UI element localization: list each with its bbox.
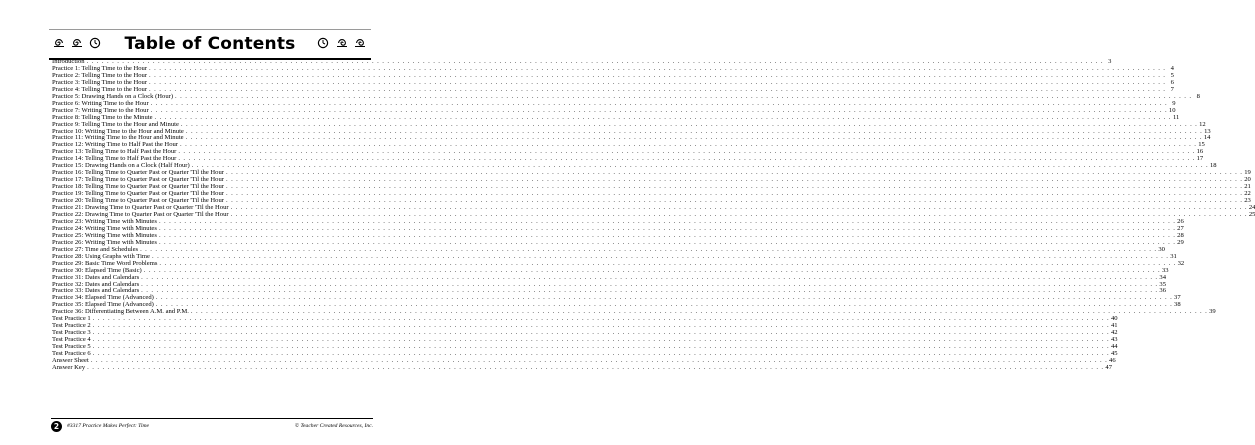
dot-leader: . . . . . . . . . . . . . . . . . . . . . . . . . . . . . . . . . . . . . . . . . . . . . . . . . . . . . . . . . . . . . . . . . . . . . . . . . . . . . . . . . . . . . . . . . . . . . . . . . . . . . . . . . . . . . . . . . . . . . . . . . . . . . . . . . . . . . . . . . . . . . . . . . . . . . . . . . . . . . . . . . . . . . . . . . . . . . . . . . . . . . . . . . . . . . . . . . . . . . . . . xyxy=(190,308,1208,316)
toc-entry-label: Practice 29: Basic Time Word Problems xyxy=(52,259,158,267)
toc-entry-page: 14 xyxy=(1203,134,1211,142)
toc-entry-page: 17 xyxy=(1196,155,1204,163)
dot-leader: . . . . . . . . . . . . . . . . . . . . . . . . . . . . . . . . . . . . . . . . . . . . . . . . . . . . . . . . . . . . . . . . . . . . . . . . . . . . . . . . . . . . . . . . . . . . . . . . . . . . . . . . . . . . . . . . . . . . . . . . . . . . . . . . . . . . . . . . . . . . . . . . . . . . . . . . . . . . . . . . . . . . . . . . . . . . . . . . . . . . . . . . . . . . . . . . . . . . . . . . xyxy=(90,356,1108,364)
toc-entry-page: 32 xyxy=(1177,259,1185,267)
dot-leader: . . . . . . . . . . . . . . . . . . . . . . . . . . . . . . . . . . . . . . . . . . . . . . . . . . . . . . . . . . . . . . . . . . . . . . . . . . . . . . . . . . . . . . . . . . . . . . . . . . . . . . . . . . . . . . . . . . . . . . . . . . . . . . . . . . . . . . . . . . . . . . . . . . . . . . . . . . . . . . . . . . . . . . . . . . . . . . . . . . . . . . . . . . . . . . . . . . . . . . . . xyxy=(141,273,1158,281)
toc-entry-page: 21 xyxy=(1244,183,1251,191)
dot-leader: . . . . . . . . . . . . . . . . . . . . . . . . . . . . . . . . . . . . . . . . . . . . . . . . . . . . . . . . . . . . . . . . . . . . . . . . . . . . . . . . . . . . . . . . . . . . . . . . . . . . . . . . . . . . . . . . . . . . . . . . . . . . . . . . . . . . . . . . . . . . . . . . . . . . . . . . . . . . . . . . . . . . . . . . . . . . . . . . . . . . . . . . . . . . . . . . . . . . . . . . xyxy=(178,148,1196,156)
table-of-contents xyxy=(52,58,1255,372)
toc-entry-label: Test Practice 1 xyxy=(52,315,91,323)
toc-entry-label: Practice 3: Telling Time to the Hour xyxy=(52,78,148,86)
dot-leader: . . . . . . . . . . . . . . . . . . . . . . . . . . . . . . . . . . . . . . . . . . . . . . . . . . . . . . . . . . . . . . . . . . . . . . . . . . . . . . . . . . . . . . . . . . . . . . . . . . . . . . . . . . . . . . . . . . . . . . . . . . . . . . . . . . . . . . . . . . . . . . . . . . . . . . . . . . . . . . . . . . . . . . . . . . . . . . . . . . . . . . . . . . . . . . . . . . . . . . . . xyxy=(191,162,1209,170)
toc-entry-page: 35 xyxy=(1159,280,1166,288)
toc-entry-page: 40 xyxy=(1110,315,1118,323)
dot-leader: . . . . . . . . . . . . . . . . . . . . . . . . . . . . . . . . . . . . . . . . . . . . . . . . . . . . . . . . . . . . . . . . . . . . . . . . . . . . . . . . . . . . . . . . . . . . . . . . . . . . . . . . . . . . . . . . . . . . . . . . . . . . . . . . . . . . . . . . . . . . . . . . . . . . . . . . . . . . . . . . . . . . . . . . . . . . . . . . . . . . . . . . . . . . . . . . . . . . . . . . xyxy=(141,280,1158,288)
toc-entry-label: Practice 14: Telling Time to Half Past the Hour xyxy=(52,155,177,163)
toc-entry-label: Answer Sheet xyxy=(52,356,89,364)
toc-entry-label: Test Practice 5 xyxy=(52,343,91,351)
toc-entry-label: Practice 21: Drawing Time to Quarter Past or Quarter 'Til the Hour xyxy=(52,204,229,212)
toc-entry-label: Practice 22: Drawing Time to Quarter Past or Quarter 'Til the Hour xyxy=(52,210,229,218)
dot-leader: . . . . . . . . . . . . . . . . . . . . . . . . . . . . . . . . . . . . . . . . . . . . . . . . . . . . . . . . . . . . . . . . . . . . . . . . . . . . . . . . . . . . . . . . . . . . . . . . . . . . . . . . . . . . . . . . . . . . . . . . . . . . . . . . . . . . . . . . . . . . . . . . . . . . . . . . . . . . . . . . . . . . . . . . . . . . . . . . . . . . . . . . . . . . . . . . . . . . . . . . xyxy=(141,287,1158,295)
dot-leader: . . . . . . . . . . . . . . . . . . . . . . . . . . . . . . . . . . . . . . . . . . . . . . . . . . . . . . . . . . . . . . . . . . . . . . . . . . . . . . . . . . . . . . . . . . . . . . . . . . . . . . . . . . . . . . . . . . . . . . . . . . . . . . . . . . . . . . . . . . . . . . . . . . . . . . . . . . . . . . . . . . . . . . . . . . . . . . . . . . . . . . . . . . . . . . . . . . . . . . . . xyxy=(86,58,1104,65)
toc-entry-page: 22 xyxy=(1244,190,1251,198)
toc-entry-page: 15 xyxy=(1198,141,1205,149)
dot-leader: . . . . . . . . . . . . . . . . . . . . . . . . . . . . . . . . . . . . . . . . . . . . . . . . . . . . . . . . . . . . . . . . . . . . . . . . . . . . . . . . . . . . . . . . . . . . . . . . . . . . . . . . . . . . . . . . . . . . . . . . . . . . . . . . . . . . . . . . . . . . . . . . . . . . . . . . . . . . . . . . . . . . . . . . . . . . . . . . . . . . . . . . . . . . . . . . . . . . . . . . xyxy=(92,350,1110,358)
toc-entry-label: Test Practice 4 xyxy=(52,336,91,344)
toc-entry-page: 16 xyxy=(1196,148,1204,156)
toc-entry-label: Practice 17: Telling Time to Quarter Past or Quarter 'Til the Hour xyxy=(52,176,224,184)
page-title: Table of Contents xyxy=(124,34,296,54)
toc-entry-label: Practice 8: Telling Time to the Minute xyxy=(52,113,153,121)
toc-entry-page: 39 xyxy=(1209,308,1216,316)
toc-entry-label: Practice 11: Writing Time to the Hour and Minute xyxy=(52,134,184,142)
dot-leader: . . . . . . . . . . . . . . . . . . . . . . . . . . . . . . . . . . . . . . . . . . . . . . . . . . . . . . . . . . . . . . . . . . . . . . . . . . . . . . . . . . . . . . . . . . . . . . . . . . . . . . . . . . . . . . . . . . . . . . . . . . . . . . . . . . . . . . . . . . . . . . . . . . . . . . . . . . . . . . . . . . . . . . . . . . . . . . . . . . . . . . . . . . . . . . . . . . . . . . . . xyxy=(178,155,1196,163)
toc-entry-label: Practice 1: Telling Time to the Hour xyxy=(52,64,148,72)
toc-entry-page: 12 xyxy=(1199,120,1206,128)
dot-leader: . . . . . . . . . . . . . . . . . . . . . . . . . . . . . . . . . . . . . . . . . . . . . . . . . . . . . . . . . . . . . . . . . . . . . . . . . . . . . . . . . . . . . . . . . . . . . . . . . . . . . . . . . . . . . . . . . . . . . . . . . . . . . . . . . . . . . . . . . . . . . . . . . . . . . . . . . . . . . . . . . . . . . . . . . . . . . . . . . . . . . . . . . . . . . . . . . . . . . . . . xyxy=(180,120,1198,128)
toc-entry-label: Practice 13: Telling Time to Half Past the Hour xyxy=(52,148,177,156)
toc-entry-page: 43 xyxy=(1110,336,1118,344)
toc-entry-label: Practice 15: Drawing Hands on a Clock (Half Hour) xyxy=(52,162,190,170)
dot-leader: . . . . . . . . . . . . . . . . . . . . . . . . . . . . . . . . . . . . . . . . . . . . . . . . . . . . . . . . . . . . . . . . . . . . . . . . . . . . . . . . . . . . . . . . . . . . . . . . . . . . . . . . . . . . . . . . . . . . . . . . . . . . . . . . . . . . . . . . . . . . . . . . . . . . . . . . . . . . . . . . . . . . . . . . . . . . . . . . . . . . . . . . . . . . . . . . . . . . . . . . xyxy=(225,176,1243,184)
dot-leader: . . . . . . . . . . . . . . . . . . . . . . . . . . . . . . . . . . . . . . . . . . . . . . . . . . . . . . . . . . . . . . . . . . . . . . . . . . . . . . . . . . . . . . . . . . . . . . . . . . . . . . . . . . . . . . . . . . . . . . . . . . . . . . . . . . . . . . . . . . . . . . . . . . . . . . . . . . . . . . . . . . . . . . . . . . . . . . . . . . . . . . . . . . . . . . . . . . . . . . . . xyxy=(225,197,1243,205)
toc-entry-page: 41 xyxy=(1110,322,1118,330)
toc-entry-page: 10 xyxy=(1168,106,1176,114)
toc-entry-page: 38 xyxy=(1174,301,1181,309)
header xyxy=(49,30,371,58)
dot-leader: . . . . . . . . . . . . . . . . . . . . . . . . . . . . . . . . . . . . . . . . . . . . . . . . . . . . . . . . . . . . . . . . . . . . . . . . . . . . . . . . . . . . . . . . . . . . . . . . . . . . . . . . . . . . . . . . . . . . . . . . . . . . . . . . . . . . . . . . . . . . . . . . . . . . . . . . . . . . . . . . . . . . . . . . . . . . . . . . . . . . . . . . . . . . . . . . . . . . . . . . xyxy=(140,245,1157,253)
toc-entry-page: 47 xyxy=(1105,363,1112,371)
page-number-badge: 2 xyxy=(51,421,62,432)
dot-leader: . . . . . . . . . . . . . . . . . . . . . . . . . . . . . . . . . . . . . . . . . . . . . . . . . . . . . . . . . . . . . . . . . . . . . . . . . . . . . . . . . . . . . . . . . . . . . . . . . . . . . . . . . . . . . . . . . . . . . . . . . . . . . . . . . . . . . . . . . . . . . . . . . . . . . . . . . . . . . . . . . . . . . . . . . . . . . . . . . . . . . . . . . . . . . . . . . . . . . . . . xyxy=(149,85,1166,93)
dot-leader: . . . . . . . . . . . . . . . . . . . . . . . . . . . . . . . . . . . . . . . . . . . . . . . . . . . . . . . . . . . . . . . . . . . . . . . . . . . . . . . . . . . . . . . . . . . . . . . . . . . . . . . . . . . . . . . . . . . . . . . . . . . . . . . . . . . . . . . . . . . . . . . . . . . . . . . . . . . . . . . . . . . . . . . . . . . . . . . . . . . . . . . . . . . . . . . . . . . . . . . . xyxy=(225,190,1243,198)
dot-leader: . . . . . . . . . . . . . . . . . . . . . . . . . . . . . . . . . . . . . . . . . . . . . . . . . . . . . . . . . . . . . . . . . . . . . . . . . . . . . . . . . . . . . . . . . . . . . . . . . . . . . . . . . . . . . . . . . . . . . . . . . . . . . . . . . . . . . . . . . . . . . . . . . . . . . . . . . . . . . . . . . . . . . . . . . . . . . . . . . . . . . . . . . . . . . . . . . . . . . . . . xyxy=(230,204,1248,212)
dot-leader: . . . . . . . . . . . . . . . . . . . . . . . . . . . . . . . . . . . . . . . . . . . . . . . . . . . . . . . . . . . . . . . . . . . . . . . . . . . . . . . . . . . . . . . . . . . . . . . . . . . . . . . . . . . . . . . . . . . . . . . . . . . . . . . . . . . . . . . . . . . . . . . . . . . . . . . . . . . . . . . . . . . . . . . . . . . . . . . . . . . . . . . . . . . . . . . . . . . . . . . . xyxy=(230,210,1248,218)
toc-entry-page: 25 xyxy=(1248,210,1255,218)
toc-entry-page: 42 xyxy=(1110,329,1118,337)
toc-entry-label: Practice 25: Writing Time with Minutes xyxy=(52,231,157,239)
toc-entry-page: 29 xyxy=(1177,238,1184,246)
toc-entry-label: Practice 10: Writing Time to the Hour and Minute xyxy=(52,127,184,135)
toc-entry-page: 11 xyxy=(1172,113,1180,121)
dot-leader: . . . . . . . . . . . . . . . . . . . . . . . . . . . . . . . . . . . . . . . . . . . . . . . . . . . . . . . . . . . . . . . . . . . . . . . . . . . . . . . . . . . . . . . . . . . . . . . . . . . . . . . . . . . . . . . . . . . . . . . . . . . . . . . . . . . . . . . . . . . . . . . . . . . . . . . . . . . . . . . . . . . . . . . . . . . . . . . . . . . . . . . . . . . . . . . . . . . . . . . . xyxy=(92,343,1110,351)
toc-entry-page: 23 xyxy=(1244,197,1251,205)
dot-leader: . . . . . . . . . . . . . . . . . . . . . . . . . . . . . . . . . . . . . . . . . . . . . . . . . . . . . . . . . . . . . . . . . . . . . . . . . . . . . . . . . . . . . . . . . . . . . . . . . . . . . . . . . . . . . . . . . . . . . . . . . . . . . . . . . . . . . . . . . . . . . . . . . . . . . . . . . . . . . . . . . . . . . . . . . . . . . . . . . . . . . . . . . . . . . . . . . . . . . . . . xyxy=(92,322,1110,330)
dot-leader: . . . . . . . . . . . . . . . . . . . . . . . . . . . . . . . . . . . . . . . . . . . . . . . . . . . . . . . . . . . . . . . . . . . . . . . . . . . . . . . . . . . . . . . . . . . . . . . . . . . . . . . . . . . . . . . . . . . . . . . . . . . . . . . . . . . . . . . . . . . . . . . . . . . . . . . . . . . . . . . . . . . . . . . . . . . . . . . . . . . . . . . . . . . . . . . . . . . . . . . . xyxy=(155,301,1173,309)
toc-entry-label: Practice 18: Telling Time to Quarter Past or Quarter 'Til the Hour xyxy=(52,183,224,191)
dot-leader: . . . . . . . . . . . . . . . . . . . . . . . . . . . . . . . . . . . . . . . . . . . . . . . . . . . . . . . . . . . . . . . . . . . . . . . . . . . . . . . . . . . . . . . . . . . . . . . . . . . . . . . . . . . . . . . . . . . . . . . . . . . . . . . . . . . . . . . . . . . . . . . . . . . . . . . . . . . . . . . . . . . . . . . . . . . . . . . . . . . . . . . . . . . . . . . . . . . . . . . . xyxy=(92,336,1110,344)
footer xyxy=(51,418,373,432)
toc-entry-page: 5 xyxy=(1170,71,1174,79)
toc-entry-page: 26 xyxy=(1177,217,1184,225)
clock-icon xyxy=(317,37,329,49)
dot-leader: . . . . . . . . . . . . . . . . . . . . . . . . . . . . . . . . . . . . . . . . . . . . . . . . . . . . . . . . . . . . . . . . . . . . . . . . . . . . . . . . . . . . . . . . . . . . . . . . . . . . . . . . . . . . . . . . . . . . . . . . . . . . . . . . . . . . . . . . . . . . . . . . . . . . . . . . . . . . . . . . . . . . . . . . . . . . . . . . . . . . . . . . . . . . . . . . . . . . . . . . xyxy=(87,363,1104,371)
toc-entry-page: 8 xyxy=(1196,92,1200,100)
toc-entry-label: Practice 2: Telling Time to the Hour xyxy=(52,71,148,79)
toc-entry-label: Practice 28: Using Graphs with Time xyxy=(52,252,150,260)
snail-icon xyxy=(354,37,366,49)
dot-leader: . . . . . . . . . . . . . . . . . . . . . . . . . . . . . . . . . . . . . . . . . . . . . . . . . . . . . . . . . . . . . . . . . . . . . . . . . . . . . . . . . . . . . . . . . . . . . . . . . . . . . . . . . . . . . . . . . . . . . . . . . . . . . . . . . . . . . . . . . . . . . . . . . . . . . . . . . . . . . . . . . . . . . . . . . . . . . . . . . . . . . . . . . . . . . . . . . . . . . . . . xyxy=(158,231,1176,239)
toc-entry-page: 13 xyxy=(1204,127,1211,135)
dot-leader: . . . . . . . . . . . . . . . . . . . . . . . . . . . . . . . . . . . . . . . . . . . . . . . . . . . . . . . . . . . . . . . . . . . . . . . . . . . . . . . . . . . . . . . . . . . . . . . . . . . . . . . . . . . . . . . . . . . . . . . . . . . . . . . . . . . . . . . . . . . . . . . . . . . . . . . . . . . . . . . . . . . . . . . . . . . . . . . . . . . . . . . . . . . . . . . . . . . . . . . . xyxy=(150,106,1168,114)
toc-entry-page: 28 xyxy=(1177,231,1184,239)
footer-copyright: © Teacher Created Resources, Inc. xyxy=(294,423,373,429)
toc-entry xyxy=(52,363,1112,372)
footer-rule xyxy=(51,418,373,419)
toc-entry-label: Practice 32: Dates and Calendars xyxy=(52,280,140,288)
toc-entry-label: Practice 35: Elapsed Time (Advanced) xyxy=(52,301,154,309)
toc-entry-label: Practice 27: Time and Schedules xyxy=(52,245,139,253)
dot-leader: . . . . . . . . . . . . . . . . . . . . . . . . . . . . . . . . . . . . . . . . . . . . . . . . . . . . . . . . . . . . . . . . . . . . . . . . . . . . . . . . . . . . . . . . . . . . . . . . . . . . . . . . . . . . . . . . . . . . . . . . . . . . . . . . . . . . . . . . . . . . . . . . . . . . . . . . . . . . . . . . . . . . . . . . . . . . . . . . . . . . . . . . . . . . . . . . . . . . . . . . xyxy=(149,78,1166,86)
toc-entry-label: Practice 16: Telling Time to Quarter Past or Quarter 'Til the Hour xyxy=(52,169,224,177)
toc-entry-page: 20 xyxy=(1244,176,1251,184)
toc-entry-label: Practice 6: Writing Time to the Hour xyxy=(52,99,149,107)
snail-icon xyxy=(336,37,348,49)
toc-entry-label: Practice 23: Writing Time with Minutes xyxy=(52,217,157,225)
toc-entry-label: Practice 19: Telling Time to Quarter Past or Quarter 'Til the Hour xyxy=(52,190,224,198)
dot-leader: . . . . . . . . . . . . . . . . . . . . . . . . . . . . . . . . . . . . . . . . . . . . . . . . . . . . . . . . . . . . . . . . . . . . . . . . . . . . . . . . . . . . . . . . . . . . . . . . . . . . . . . . . . . . . . . . . . . . . . . . . . . . . . . . . . . . . . . . . . . . . . . . . . . . . . . . . . . . . . . . . . . . . . . . . . . . . . . . . . . . . . . . . . . . . . . . . . . . . . . . xyxy=(185,134,1203,142)
toc-entry-page: 24 xyxy=(1248,204,1255,212)
toc-entry-label: Practice 26: Writing Time with Minutes xyxy=(52,238,157,246)
dot-leader: . . . . . . . . . . . . . . . . . . . . . . . . . . . . . . . . . . . . . . . . . . . . . . . . . . . . . . . . . . . . . . . . . . . . . . . . . . . . . . . . . . . . . . . . . . . . . . . . . . . . . . . . . . . . . . . . . . . . . . . . . . . . . . . . . . . . . . . . . . . . . . . . . . . . . . . . . . . . . . . . . . . . . . . . . . . . . . . . . . . . . . . . . . . . . . . . . . . . . . . . xyxy=(149,71,1166,79)
toc-entry-page: 37 xyxy=(1174,294,1181,302)
toc-entry-label: Practice 34: Elapsed Time (Advanced) xyxy=(52,294,154,302)
toc-entry-page: 33 xyxy=(1161,266,1169,274)
toc-entry-label: Introduction xyxy=(52,58,85,65)
dot-leader: . . . . . . . . . . . . . . . . . . . . . . . . . . . . . . . . . . . . . . . . . . . . . . . . . . . . . . . . . . . . . . . . . . . . . . . . . . . . . . . . . . . . . . . . . . . . . . . . . . . . . . . . . . . . . . . . . . . . . . . . . . . . . . . . . . . . . . . . . . . . . . . . . . . . . . . . . . . . . . . . . . . . . . . . . . . . . . . . . . . . . . . . . . . . . . . . . . . . . . . . xyxy=(225,169,1243,177)
toc-entry-page: 36 xyxy=(1159,287,1166,295)
toc-entry-page: 18 xyxy=(1209,162,1217,170)
dot-leader: . . . . . . . . . . . . . . . . . . . . . . . . . . . . . . . . . . . . . . . . . . . . . . . . . . . . . . . . . . . . . . . . . . . . . . . . . . . . . . . . . . . . . . . . . . . . . . . . . . . . . . . . . . . . . . . . . . . . . . . . . . . . . . . . . . . . . . . . . . . . . . . . . . . . . . . . . . . . . . . . . . . . . . . . . . . . . . . . . . . . . . . . . . . . . . . . . . . . . . . . xyxy=(92,315,1110,323)
footer-book-title: #3317 Practice Makes Perfect: Time xyxy=(67,423,150,429)
toc-entry-label: Practice 30: Elapsed Time (Basic) xyxy=(52,266,142,274)
dot-leader: . . . . . . . . . . . . . . . . . . . . . . . . . . . . . . . . . . . . . . . . . . . . . . . . . . . . . . . . . . . . . . . . . . . . . . . . . . . . . . . . . . . . . . . . . . . . . . . . . . . . . . . . . . . . . . . . . . . . . . . . . . . . . . . . . . . . . . . . . . . . . . . . . . . . . . . . . . . . . . . . . . . . . . . . . . . . . . . . . . . . . . . . . . . . . . . . . . . . . . . . xyxy=(152,252,1169,260)
toc-entry-label: Test Practice 2 xyxy=(52,322,91,330)
toc-entry-label: Test Practice 3 xyxy=(52,329,91,337)
dot-leader: . . . . . . . . . . . . . . . . . . . . . . . . . . . . . . . . . . . . . . . . . . . . . . . . . . . . . . . . . . . . . . . . . . . . . . . . . . . . . . . . . . . . . . . . . . . . . . . . . . . . . . . . . . . . . . . . . . . . . . . . . . . . . . . . . . . . . . . . . . . . . . . . . . . . . . . . . . . . . . . . . . . . . . . . . . . . . . . . . . . . . . . . . . . . . . . . . . . . . . . . xyxy=(158,217,1176,225)
toc-entry-label: Test Practice 6 xyxy=(52,350,91,358)
dot-leader: . . . . . . . . . . . . . . . . . . . . . . . . . . . . . . . . . . . . . . . . . . . . . . . . . . . . . . . . . . . . . . . . . . . . . . . . . . . . . . . . . . . . . . . . . . . . . . . . . . . . . . . . . . . . . . . . . . . . . . . . . . . . . . . . . . . . . . . . . . . . . . . . . . . . . . . . . . . . . . . . . . . . . . . . . . . . . . . . . . . . . . . . . . . . . . . . . . . . . . . . xyxy=(225,183,1243,191)
toc-entry-page: 9 xyxy=(1172,99,1176,107)
toc-entry-label: Practice 33: Dates and Calendars xyxy=(52,287,140,295)
toc-entry-label: Practice 4: Telling Time to the Hour xyxy=(52,85,148,93)
dot-leader: . . . . . . . . . . . . . . . . . . . . . . . . . . . . . . . . . . . . . . . . . . . . . . . . . . . . . . . . . . . . . . . . . . . . . . . . . . . . . . . . . . . . . . . . . . . . . . . . . . . . . . . . . . . . . . . . . . . . . . . . . . . . . . . . . . . . . . . . . . . . . . . . . . . . . . . . . . . . . . . . . . . . . . . . . . . . . . . . . . . . . . . . . . . . . . . . . . . . . . . . xyxy=(143,266,1161,274)
dot-leader: . . . . . . . . . . . . . . . . . . . . . . . . . . . . . . . . . . . . . . . . . . . . . . . . . . . . . . . . . . . . . . . . . . . . . . . . . . . . . . . . . . . . . . . . . . . . . . . . . . . . . . . . . . . . . . . . . . . . . . . . . . . . . . . . . . . . . . . . . . . . . . . . . . . . . . . . . . . . . . . . . . . . . . . . . . . . . . . . . . . . . . . . . . . . . . . . . . . . . . . . xyxy=(175,92,1192,100)
toc-entry-page: 31 xyxy=(1170,252,1177,260)
dot-leader: . . . . . . . . . . . . . . . . . . . . . . . . . . . . . . . . . . . . . . . . . . . . . . . . . . . . . . . . . . . . . . . . . . . . . . . . . . . . . . . . . . . . . . . . . . . . . . . . . . . . . . . . . . . . . . . . . . . . . . . . . . . . . . . . . . . . . . . . . . . . . . . . . . . . . . . . . . . . . . . . . . . . . . . . . . . . . . . . . . . . . . . . . . . . . . . . . . . . . . . . xyxy=(150,99,1168,107)
dot-leader: . . . . . . . . . . . . . . . . . . . . . . . . . . . . . . . . . . . . . . . . . . . . . . . . . . . . . . . . . . . . . . . . . . . . . . . . . . . . . . . . . . . . . . . . . . . . . . . . . . . . . . . . . . . . . . . . . . . . . . . . . . . . . . . . . . . . . . . . . . . . . . . . . . . . . . . . . . . . . . . . . . . . . . . . . . . . . . . . . . . . . . . . . . . . . . . . . . . . . . . . xyxy=(154,113,1172,121)
toc-entry-page: 46 xyxy=(1109,356,1116,364)
toc-entry-page: 6 xyxy=(1170,78,1174,86)
dot-leader: . . . . . . . . . . . . . . . . . . . . . . . . . . . . . . . . . . . . . . . . . . . . . . . . . . . . . . . . . . . . . . . . . . . . . . . . . . . . . . . . . . . . . . . . . . . . . . . . . . . . . . . . . . . . . . . . . . . . . . . . . . . . . . . . . . . . . . . . . . . . . . . . . . . . . . . . . . . . . . . . . . . . . . . . . . . . . . . . . . . . . . . . . . . . . . . . . . . . . . . . xyxy=(179,141,1197,149)
dot-leader: . . . . . . . . . . . . . . . . . . . . . . . . . . . . . . . . . . . . . . . . . . . . . . . . . . . . . . . . . . . . . . . . . . . . . . . . . . . . . . . . . . . . . . . . . . . . . . . . . . . . . . . . . . . . . . . . . . . . . . . . . . . . . . . . . . . . . . . . . . . . . . . . . . . . . . . . . . . . . . . . . . . . . . . . . . . . . . . . . . . . . . . . . . . . . . . . . . . . . . . . xyxy=(149,64,1166,72)
dot-leader: . . . . . . . . . . . . . . . . . . . . . . . . . . . . . . . . . . . . . . . . . . . . . . . . . . . . . . . . . . . . . . . . . . . . . . . . . . . . . . . . . . . . . . . . . . . . . . . . . . . . . . . . . . . . . . . . . . . . . . . . . . . . . . . . . . . . . . . . . . . . . . . . . . . . . . . . . . . . . . . . . . . . . . . . . . . . . . . . . . . . . . . . . . . . . . . . . . . . . . . . xyxy=(155,294,1173,302)
toc-entry-page: 34 xyxy=(1159,273,1166,281)
toc-entry-page: 3 xyxy=(1108,58,1112,65)
toc-entry-page: 45 xyxy=(1110,350,1118,358)
dot-leader: . . . . . . . . . . . . . . . . . . . . . . . . . . . . . . . . . . . . . . . . . . . . . . . . . . . . . . . . . . . . . . . . . . . . . . . . . . . . . . . . . . . . . . . . . . . . . . . . . . . . . . . . . . . . . . . . . . . . . . . . . . . . . . . . . . . . . . . . . . . . . . . . . . . . . . . . . . . . . . . . . . . . . . . . . . . . . . . . . . . . . . . . . . . . . . . . . . . . . . . . xyxy=(185,127,1203,135)
toc-entry-label: Practice 36: Differentiating Between A.M. and P.M. xyxy=(52,308,189,316)
dot-leader: . . . . . . . . . . . . . . . . . . . . . . . . . . . . . . . . . . . . . . . . . . . . . . . . . . . . . . . . . . . . . . . . . . . . . . . . . . . . . . . . . . . . . . . . . . . . . . . . . . . . . . . . . . . . . . . . . . . . . . . . . . . . . . . . . . . . . . . . . . . . . . . . . . . . . . . . . . . . . . . . . . . . . . . . . . . . . . . . . . . . . . . . . . . . . . . . . . . . . . . . xyxy=(92,329,1110,337)
toc-entry-page: 30 xyxy=(1158,245,1165,253)
toc-entry-label: Practice 12: Writing Time to Half Past the Hour xyxy=(52,141,178,149)
toc-entry-page: 19 xyxy=(1244,169,1251,177)
dot-leader: . . . . . . . . . . . . . . . . . . . . . . . . . . . . . . . . . . . . . . . . . . . . . . . . . . . . . . . . . . . . . . . . . . . . . . . . . . . . . . . . . . . . . . . . . . . . . . . . . . . . . . . . . . . . . . . . . . . . . . . . . . . . . . . . . . . . . . . . . . . . . . . . . . . . . . . . . . . . . . . . . . . . . . . . . . . . . . . . . . . . . . . . . . . . . . . . . . . . . . . . xyxy=(159,259,1177,267)
toc-entry-page: 27 xyxy=(1177,224,1184,232)
toc-entry-label: Practice 5: Drawing Hands on a Clock (Hour) xyxy=(52,92,174,100)
toc-entry-label: Practice 20: Telling Time to Quarter Past or Quarter 'Til the Hour xyxy=(52,197,224,205)
dot-leader: . . . . . . . . . . . . . . . . . . . . . . . . . . . . . . . . . . . . . . . . . . . . . . . . . . . . . . . . . . . . . . . . . . . . . . . . . . . . . . . . . . . . . . . . . . . . . . . . . . . . . . . . . . . . . . . . . . . . . . . . . . . . . . . . . . . . . . . . . . . . . . . . . . . . . . . . . . . . . . . . . . . . . . . . . . . . . . . . . . . . . . . . . . . . . . . . . . . . . . . . xyxy=(158,224,1176,232)
toc-entry-label: Practice 24: Writing Time with Minutes xyxy=(52,224,157,232)
toc-entry-label: Practice 9: Telling Time to the Hour and Minute xyxy=(52,120,179,128)
toc-entry-page: 44 xyxy=(1110,343,1118,351)
toc-entry-page: 4 xyxy=(1170,64,1174,72)
toc-entry-page: 7 xyxy=(1170,85,1174,93)
toc-entry-label: Practice 7: Writing Time to the Hour xyxy=(52,106,149,114)
toc-entry-label: Practice 31: Dates and Calendars xyxy=(52,273,140,281)
dot-leader: . . . . . . . . . . . . . . . . . . . . . . . . . . . . . . . . . . . . . . . . . . . . . . . . . . . . . . . . . . . . . . . . . . . . . . . . . . . . . . . . . . . . . . . . . . . . . . . . . . . . . . . . . . . . . . . . . . . . . . . . . . . . . . . . . . . . . . . . . . . . . . . . . . . . . . . . . . . . . . . . . . . . . . . . . . . . . . . . . . . . . . . . . . . . . . . . . . . . . . . . xyxy=(158,238,1176,246)
toc-entry-label: Answer Key xyxy=(52,363,86,371)
